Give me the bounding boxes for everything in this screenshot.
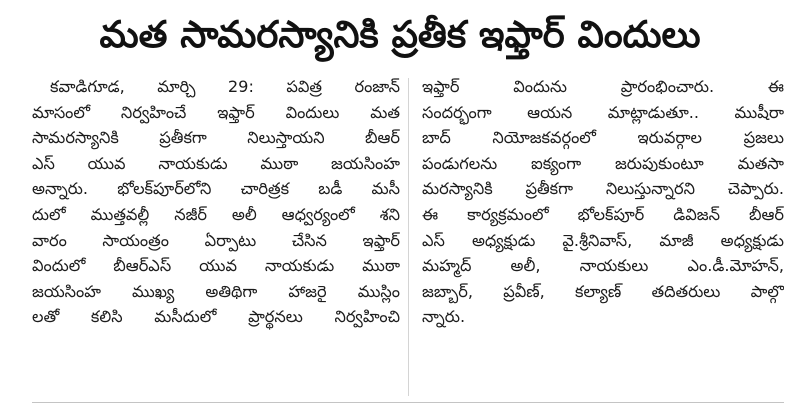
article-text-line: కవాడిగూడ, మార్చి 29: పవిత్ర రంజాన్	[50, 77, 400, 96]
bottom-rule	[32, 402, 784, 403]
article-text-line: జయసింహ ముఖ్య అతిథిగా హాజరై ముస్లిం	[32, 281, 400, 301]
column-divider	[408, 78, 409, 396]
article-text-line: ఇఫ్తార్ విందును ప్రారంభించారు. ఈ	[422, 77, 784, 96]
article-text-line: పండుగలను ఐక్యంగా జరుపుకుంటూ మతసా	[422, 153, 784, 173]
article-text-line: ఈ కార్యక్రమంలో భోలక్‌పూర్ డివిజన్ బీఆర్	[422, 204, 784, 224]
article-text-line: లతో కలిసి మసీదులో ప్రార్థనలు నిర్వహించి	[32, 307, 400, 327]
article-column-left	[32, 74, 400, 330]
article-text-line: మాసంలో నిర్వహించే ఇఫ్తార్ విందులు మత	[32, 102, 400, 122]
newspaper-clipping	[8, 4, 792, 409]
article-headline: మత సామరస్యానికి ప్రతీక ఇఫ్తార్ విందులు	[99, 13, 701, 56]
article-text-line: న్నారు.	[422, 307, 466, 327]
article-text-line: మహ్మద్ అలీ, నాయకులు ఎం.డీ.మోహన్,	[422, 256, 784, 276]
article-text-line: దులో ముత్తవల్లీ నజీర్ అలీ ఆధ్వర్యంలో శని	[32, 204, 400, 224]
article-text-line: విందులో బీఆర్ఎస్ యువ నాయకుడు ముఠా	[32, 256, 400, 276]
article-text-line: ఎస్ అధ్యక్షుడు వై.శ్రీనివాస్, మాజీ అధ్యక్షుడు	[422, 230, 784, 250]
article-text-line: వారం సాయంత్రం ఏర్పాటు చేసిన ఇఫ్తార్	[32, 230, 400, 250]
article-text-line: మరస్యానికి ప్రతీకగా నిలుస్తున్నారని చెప్పారు.	[422, 179, 784, 199]
article-text-line: బాద్ నియోజకవర్గంలో ఇరువర్గాల ప్రజలు	[422, 128, 784, 148]
article-column-right	[422, 74, 784, 330]
article-text-line: అన్నారు. భోలక్‌పూర్‌లోని చారిత్రక బడీ మసీ	[32, 179, 400, 199]
article-text-line: సందర్భంగా ఆయన మాట్లాడుతూ.. ముషీరా	[422, 102, 784, 122]
article-text-line: సామరస్యానికి ప్రతీకగా నిలుస్తాయని బీఆర్	[32, 128, 400, 148]
article-text-line: ఎస్ యువ నాయకుడు ముఠా జయసింహ	[32, 153, 400, 173]
article-text-line: జబ్బార్, ప్రవీణ్, కల్యాణ్ తదితరులు పాల్గొ	[422, 281, 784, 301]
